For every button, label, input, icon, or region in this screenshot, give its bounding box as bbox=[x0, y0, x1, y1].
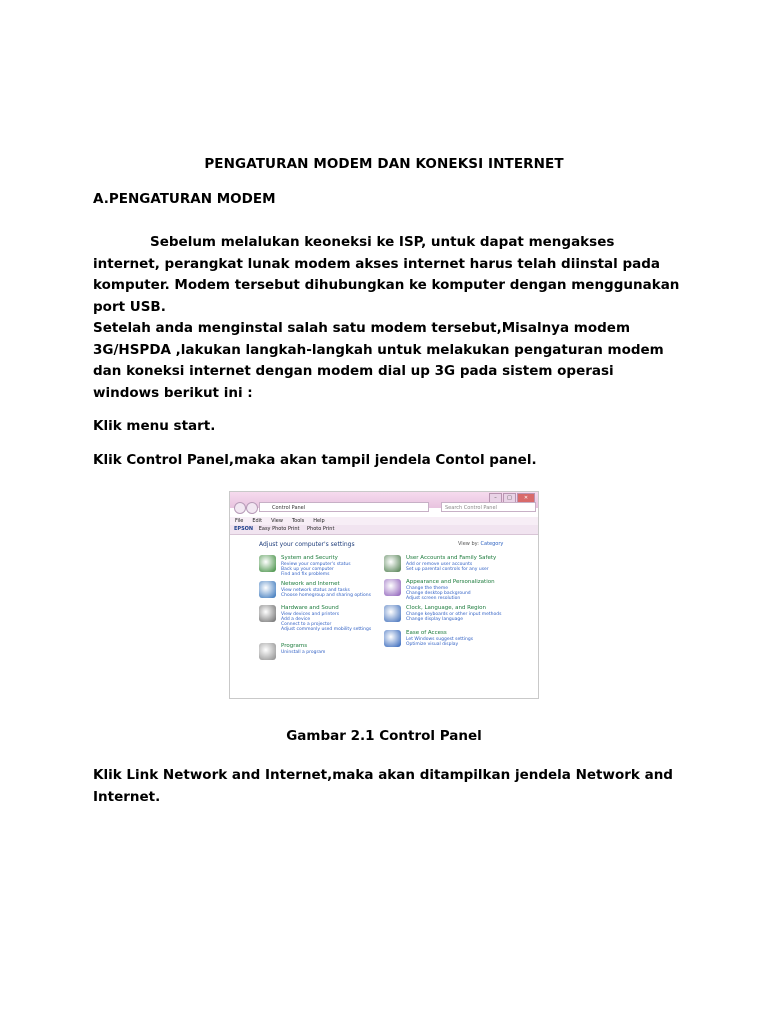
view-mode: Category bbox=[480, 541, 504, 547]
document-title: PENGATURAN MODEM DAN KONEKSI INTERNET bbox=[204, 156, 564, 172]
category-icon bbox=[384, 555, 401, 572]
category-link: Add a device bbox=[281, 617, 311, 622]
menu-edit: Edit bbox=[252, 518, 263, 524]
category-icon bbox=[259, 555, 276, 572]
category-title: System and Security bbox=[281, 555, 338, 561]
category-title: User Accounts and Family Safety bbox=[406, 555, 497, 561]
category-link: Adjust commonly used mobility settings bbox=[281, 627, 372, 632]
menu-view: View bbox=[271, 518, 283, 524]
category-icon bbox=[384, 605, 401, 622]
category-link: Adjust screen resolution bbox=[406, 596, 461, 601]
view-by-label: View by: bbox=[458, 541, 479, 547]
paragraph-1: Sebelum melalukan keoneksi ke ISP, untuk dapat mengakses internet, perangkat lunak modem akses internet harus telah diinstal pada komputer. Modem tersebut dihubungkan ke komputer dengan menggunakan port USB. bbox=[93, 234, 680, 315]
category-link: Choose homegroup and sharing options bbox=[281, 593, 371, 598]
category-link: Connect to a projector bbox=[281, 622, 332, 627]
close-icon: ✕ bbox=[517, 493, 535, 503]
cp-header: Adjust your computer's settings bbox=[259, 541, 355, 548]
category-link: Uninstall a program bbox=[281, 650, 326, 655]
control-panel-content bbox=[230, 535, 538, 699]
category-link: Change keyboards or other input methods bbox=[406, 612, 502, 617]
category-title: Hardware and Sound bbox=[281, 605, 339, 611]
category-link: Change desktop background bbox=[406, 591, 471, 596]
forward-icon bbox=[246, 502, 258, 514]
minimize-icon: – bbox=[489, 493, 502, 503]
category-link: Set up parental controls for any user bbox=[406, 567, 489, 572]
category-link: Change display language bbox=[406, 617, 464, 622]
step-3: Klik Link Network and Internet,maka akan ditampilkan jendela Network and Internet. bbox=[93, 767, 673, 805]
category-link: Review your computer's status bbox=[281, 562, 351, 567]
menu-tools: Tools bbox=[291, 518, 305, 524]
category-title: Clock, Language, and Region bbox=[406, 605, 487, 611]
category-icon bbox=[259, 605, 276, 622]
toolbar bbox=[230, 525, 538, 535]
cp-view-by bbox=[458, 541, 503, 547]
category-link: Change the theme bbox=[406, 586, 449, 591]
category-link: View devices and printers bbox=[281, 612, 340, 617]
step-2: Klik Control Panel,maka akan tampil jendela Contol panel. bbox=[93, 452, 537, 468]
epson-logo: EPSON bbox=[234, 526, 254, 532]
paragraph-2: Setelah anda menginstal salah satu modem tersebut,Misalnya modem 3G/HSPDA ,lakukan langkah-langkah untuk melakukan pengaturan modem dan koneksi internet dengan modem dial up 3G pada sistem operasi windows berikut ini : bbox=[93, 320, 664, 401]
category-link: Add or remove user accounts bbox=[406, 562, 473, 567]
category-title: Ease of Access bbox=[406, 630, 447, 636]
category-icon bbox=[384, 630, 401, 647]
address-row bbox=[230, 501, 538, 515]
toolbar-item-easy-photo-print: Easy Photo Print bbox=[258, 526, 300, 532]
category-title: Programs bbox=[281, 643, 308, 649]
category-link: View network status and tasks bbox=[281, 588, 350, 593]
category-link: Find and fix problems bbox=[281, 572, 330, 577]
address-bar: Control Panel bbox=[259, 502, 429, 512]
category-link: Optimize visual display bbox=[406, 642, 459, 647]
menu-help: Help bbox=[313, 518, 325, 524]
menu-file: File bbox=[235, 518, 244, 524]
control-panel-screenshot bbox=[229, 491, 539, 699]
category-title: Appearance and Personalization bbox=[406, 579, 495, 585]
menu-bar bbox=[230, 517, 538, 525]
category-link: Back up your computer bbox=[281, 567, 334, 572]
category-title: Network and Internet bbox=[281, 581, 340, 587]
toolbar-item-photo-print: Photo Print bbox=[307, 526, 335, 532]
category-icon bbox=[384, 579, 401, 596]
figure-caption: Gambar 2.1 Control Panel bbox=[286, 728, 482, 744]
maximize-icon: □ bbox=[503, 493, 516, 503]
search-box: Search Control Panel bbox=[441, 502, 536, 512]
category-icon bbox=[259, 643, 276, 660]
category-link: Let Windows suggest settings bbox=[406, 637, 474, 642]
step-1: Klik menu start. bbox=[93, 418, 216, 434]
back-icon bbox=[234, 502, 246, 514]
category-icon bbox=[259, 581, 276, 598]
section-heading: A.PENGATURAN MODEM bbox=[93, 191, 276, 207]
